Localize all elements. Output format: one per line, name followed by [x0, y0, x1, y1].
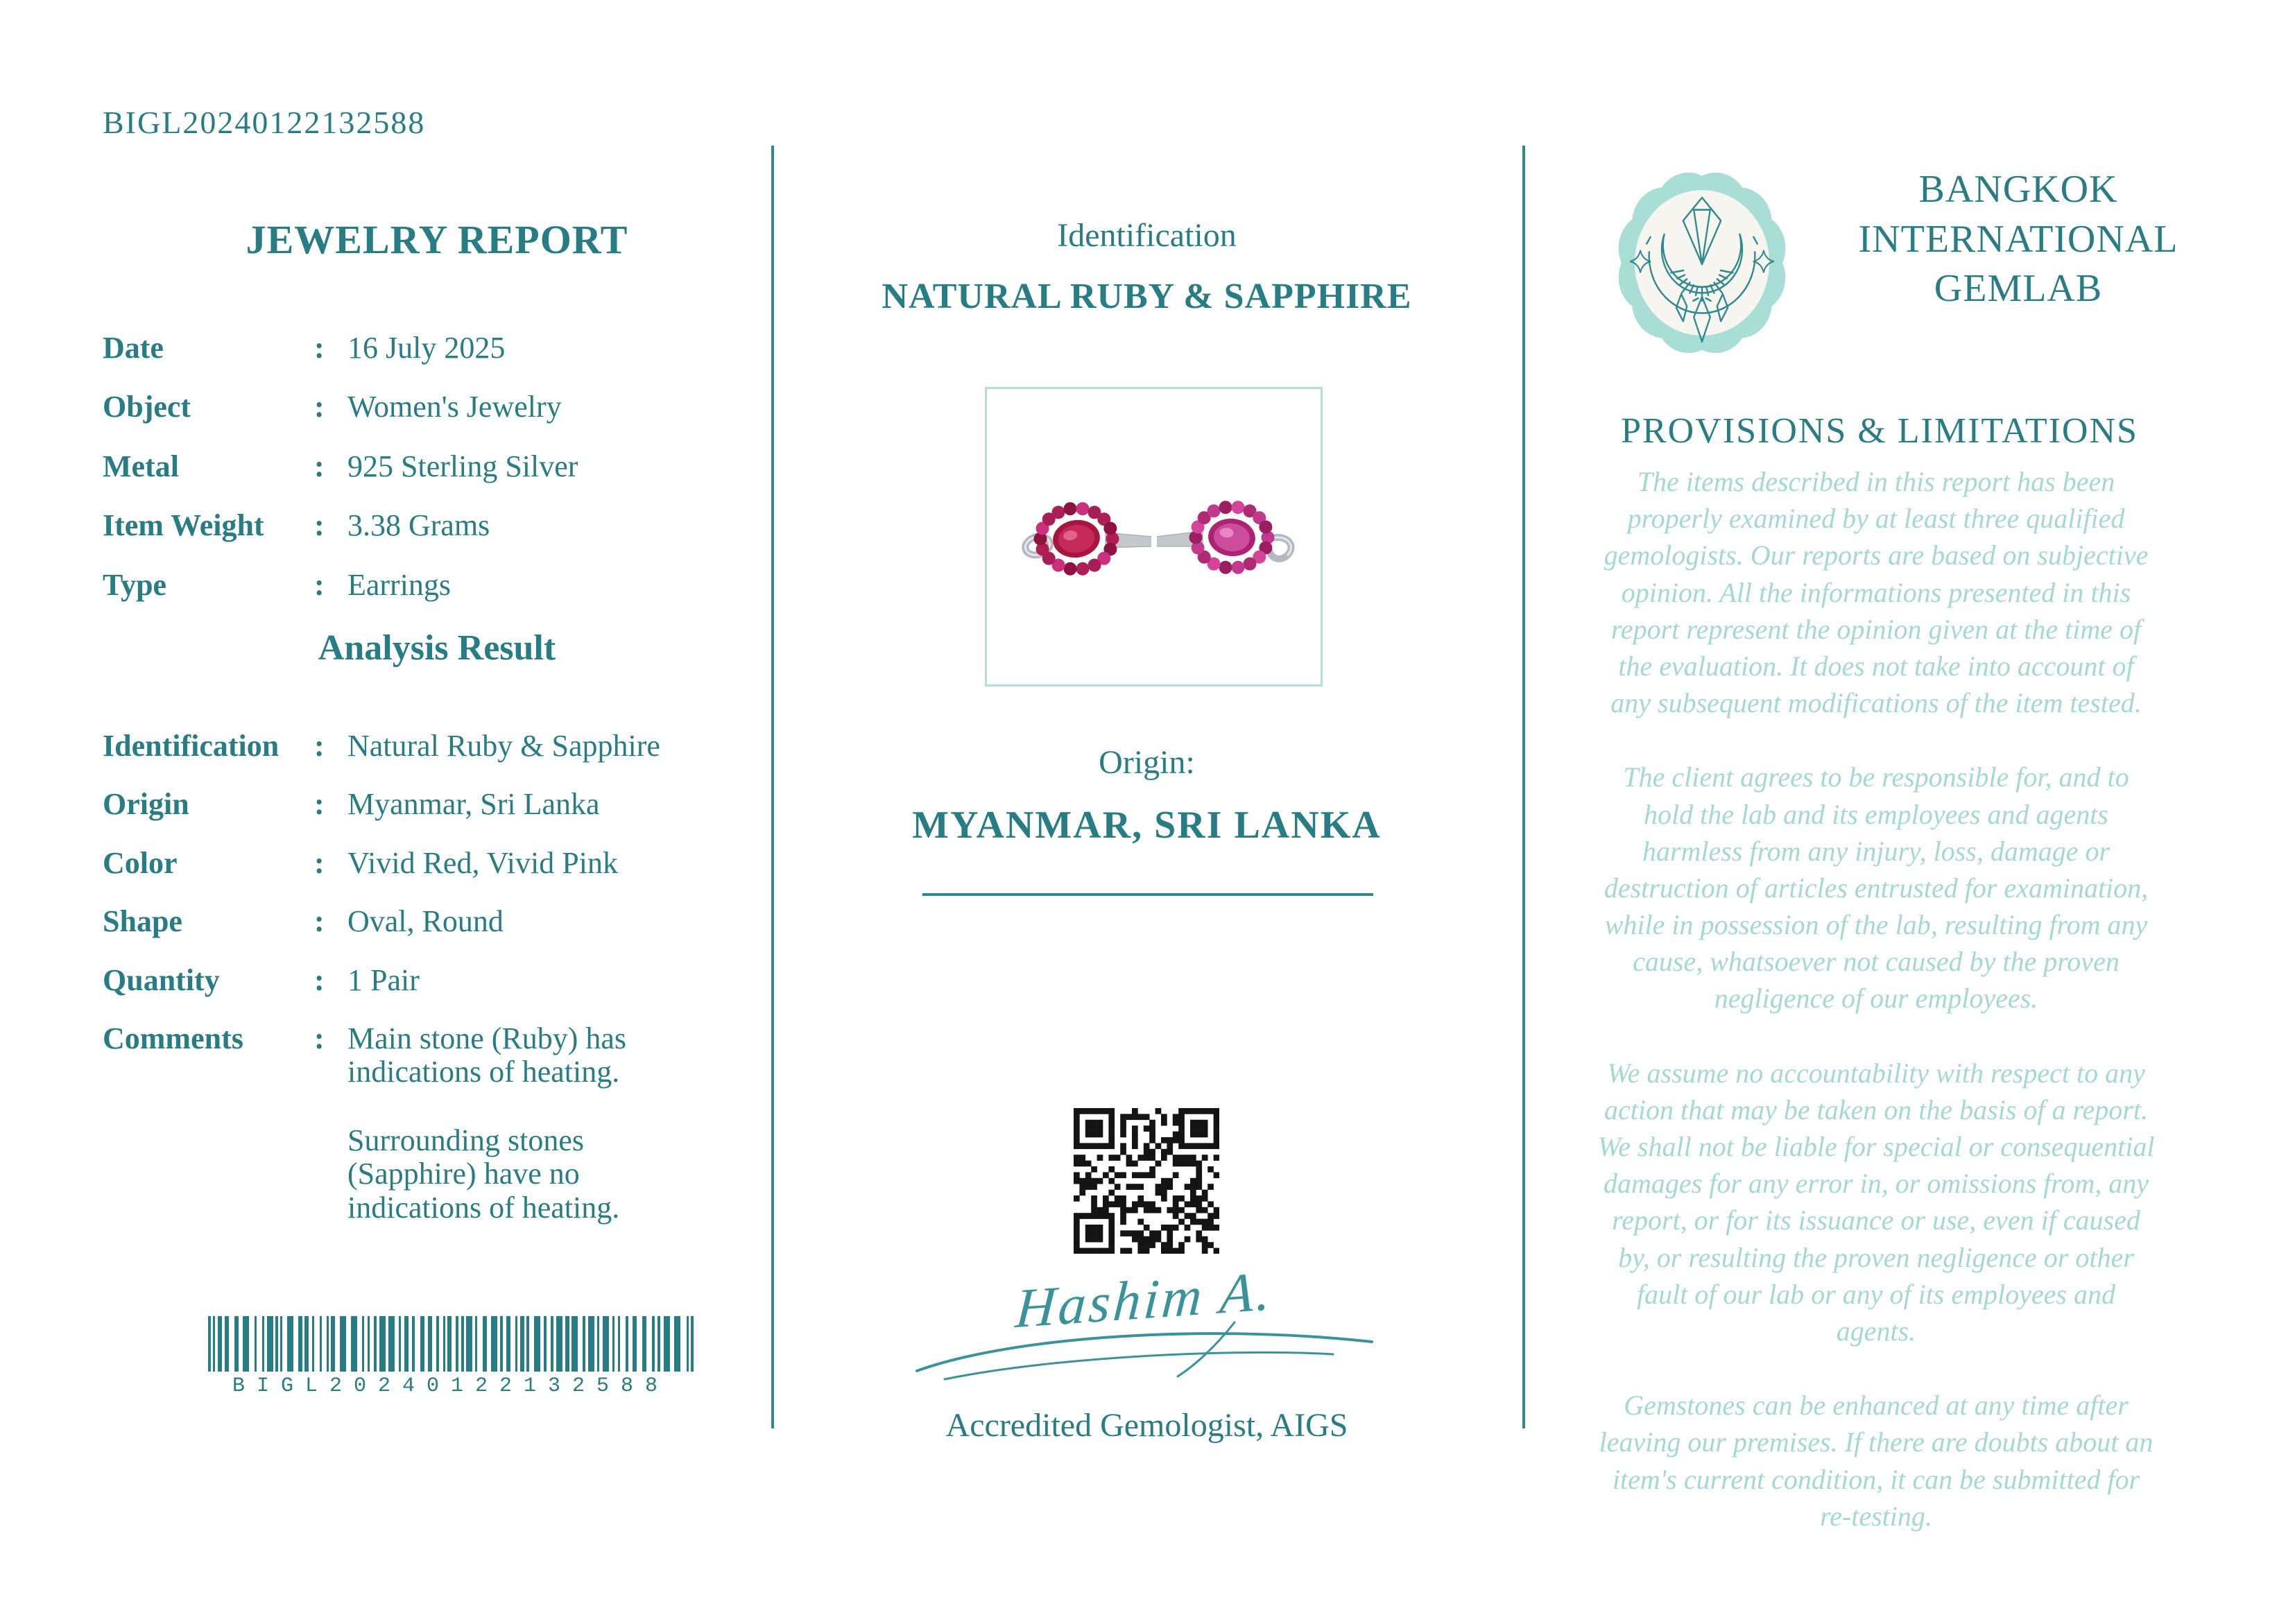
colon: : — [314, 508, 325, 543]
signatory-title: Accredited Gemologist, AIGS — [945, 1407, 1348, 1444]
colon: : — [314, 390, 325, 424]
analysis-row-origin — [103, 788, 755, 821]
detail-label: Date — [103, 331, 164, 365]
qr-code — [1074, 1108, 1219, 1254]
analysis-value: 1 Pair — [347, 962, 420, 997]
analysis-value: Natural Ruby & Sapphire — [347, 729, 660, 763]
analysis-row-shape — [103, 905, 755, 938]
detail-row-item-weight — [103, 509, 741, 542]
detail-value: 3.38 Grams — [347, 508, 490, 543]
origin-underline — [922, 893, 1373, 896]
detail-value: 925 Sterling Silver — [347, 449, 578, 483]
analysis-row-comments — [103, 1022, 755, 1225]
detail-row-type — [103, 569, 741, 602]
comment-surrounding-stones: Surrounding stones (Sapphire) have no indications of heating. — [347, 1123, 620, 1225]
column-divider-right — [1522, 146, 1525, 1428]
origin-heading: Origin: — [1099, 744, 1195, 781]
colon: : — [314, 962, 325, 997]
detail-value: Women's Jewelry — [347, 390, 562, 424]
analysis-label: Comments — [103, 1021, 243, 1055]
colon: : — [314, 449, 325, 483]
detail-row-metal — [103, 450, 741, 483]
provisions-title: PROVISIONS & LIMITATIONS — [1621, 411, 2138, 451]
analysis-value — [347, 1022, 660, 1225]
column-divider-left — [771, 146, 774, 1428]
analysis-value: Vivid Red, Vivid Pink — [347, 845, 618, 880]
provision-paragraph-4: Gemstones can be enhanced at any time after leaving our premises. If there are doubts about an item's current condition, it can be submitted for re-testing. — [1599, 1390, 2154, 1532]
detail-label: Object — [103, 390, 191, 424]
detail-value: Earrings — [347, 567, 452, 602]
colon: : — [314, 567, 325, 602]
analysis-label: Shape — [103, 904, 182, 939]
detail-label: Type — [103, 567, 167, 602]
provision-paragraph-2: The client agrees to be responsible for, and to hold the lab and its employees and agents harmless from any injury, loss, damage or destruction of articles entrusted for examination, while in possession of the lab, resulting from any cause, whatsoever not caused by the proven negligence of our employees. — [1604, 761, 2149, 1014]
analysis-row-color — [103, 847, 755, 880]
colon: : — [314, 845, 325, 880]
organization-name: BANGKOK INTERNATIONAL GEMLAB — [1858, 168, 2178, 311]
analysis-value: Oval, Round — [347, 904, 504, 939]
detail-list — [103, 331, 741, 628]
analysis-value: Myanmar, Sri Lanka — [347, 787, 600, 822]
detail-label: Item Weight — [103, 508, 264, 543]
identification-value: NATURAL RUBY & SAPPHIRE — [882, 277, 1412, 316]
colon: : — [314, 1021, 325, 1055]
jewelry-photo — [995, 478, 1314, 596]
page-title: JEWELRY REPORT — [246, 217, 628, 262]
report-number: BIGL20240122132588 — [103, 105, 426, 140]
origin-value: MYANMAR, SRI LANKA — [912, 804, 1382, 847]
analysis-row-quantity — [103, 964, 755, 997]
analysis-label: Color — [103, 845, 178, 880]
provision-paragraph-3: We assume no accountability with respect to any action that may be taken on the basis of a report. We shall not be liable for special or consequential damages for any error in, or omissions from, any report, or for its issuance or use, even if caused by, or resulting the proven negligence or other fault of our lab or any of its employees and agents. — [1597, 1057, 2155, 1347]
colon: : — [314, 331, 325, 365]
signature-name: Hashim A. — [1013, 1260, 1275, 1340]
barcode-bars — [208, 1316, 694, 1372]
gemlab-logo — [1608, 161, 1796, 365]
colon: : — [314, 904, 325, 939]
barcode-text: BIGL20240122132588 — [232, 1374, 670, 1398]
analysis-list — [103, 729, 755, 1250]
provisions-paragraphs — [1595, 463, 2157, 1572]
colon: : — [314, 787, 325, 822]
analysis-label: Identification — [103, 729, 280, 763]
barcode — [208, 1316, 694, 1398]
detail-row-object — [103, 390, 741, 424]
provision-paragraph-1: The items described in this report has been properly examined by at least three qualified gemologists. Our reports are based on subjective opinion. All the informations presented in this report represent the opinion given at the time of the evaluation. It does not take into account of any subsequent modifications of the item tested. — [1604, 466, 2149, 719]
jewelry-photo-frame — [985, 387, 1323, 686]
detail-value: 16 July 2025 — [347, 331, 506, 365]
analysis-label: Quantity — [103, 962, 220, 997]
logo-emblem — [1619, 173, 1786, 353]
analysis-row-identification — [103, 729, 755, 763]
identification-heading: Identification — [1057, 217, 1237, 254]
detail-row-date — [103, 331, 741, 365]
analysis-label: Origin — [103, 787, 189, 822]
detail-label: Metal — [103, 449, 179, 483]
signature — [902, 1260, 1387, 1383]
analysis-result-title: Analysis Result — [318, 628, 556, 668]
colon: : — [314, 729, 325, 763]
comment-main-stone: Main stone (Ruby) has indications of heating. — [347, 1021, 627, 1089]
